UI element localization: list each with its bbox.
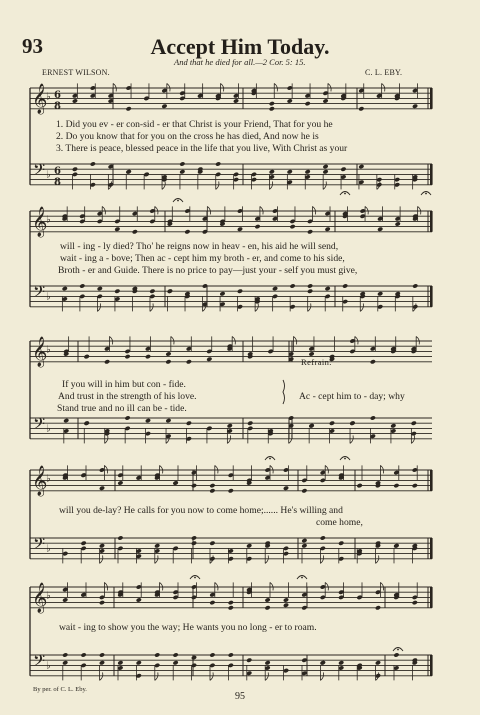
note-flag bbox=[167, 83, 170, 91]
note-flag bbox=[274, 83, 277, 91]
note-flag bbox=[418, 206, 421, 214]
note-head bbox=[228, 605, 234, 610]
note-head bbox=[338, 660, 344, 665]
note-flag bbox=[270, 582, 273, 590]
note-flag bbox=[416, 336, 419, 344]
note-head bbox=[395, 221, 401, 226]
note-head bbox=[307, 229, 313, 234]
note-head bbox=[173, 652, 179, 657]
lyric-brace bbox=[283, 380, 285, 404]
note-head bbox=[154, 652, 160, 657]
note-flag bbox=[215, 582, 218, 590]
fermata-dot bbox=[397, 649, 399, 651]
bass-clef: 𝄢 bbox=[33, 415, 46, 437]
note-flag bbox=[265, 555, 268, 563]
fermata-dot bbox=[269, 458, 271, 460]
time-signature: 8 bbox=[54, 176, 61, 188]
note-head bbox=[63, 418, 69, 423]
refrain-subline: come home, bbox=[316, 517, 363, 528]
note-head bbox=[358, 106, 364, 111]
note-head bbox=[265, 597, 271, 602]
author-credit: ERNEST WILSON. bbox=[42, 68, 110, 77]
note-head bbox=[340, 167, 346, 172]
final-barline bbox=[430, 286, 433, 307]
note-flag bbox=[160, 465, 163, 473]
note-flag bbox=[210, 672, 213, 680]
note-head bbox=[377, 227, 383, 232]
bass-clef: 𝄢 bbox=[33, 535, 46, 557]
note-flag bbox=[255, 303, 258, 311]
time-signature: 8 bbox=[54, 100, 61, 112]
fermata-dot bbox=[425, 193, 427, 195]
note-head bbox=[307, 289, 313, 294]
note-flag bbox=[171, 336, 174, 344]
note-head bbox=[375, 605, 381, 610]
note-head bbox=[289, 224, 295, 229]
note-head bbox=[179, 169, 185, 174]
key-flat: ♭ bbox=[46, 291, 51, 303]
note-flag bbox=[380, 582, 383, 590]
note-head bbox=[301, 543, 307, 548]
note-head bbox=[62, 652, 68, 657]
note-flag bbox=[323, 181, 326, 189]
note-head bbox=[145, 418, 151, 423]
key-flat: ♭ bbox=[46, 91, 51, 103]
fermata-dot bbox=[344, 193, 346, 195]
note-flag bbox=[411, 435, 414, 443]
final-barline bbox=[430, 88, 433, 109]
note-head bbox=[165, 418, 171, 423]
note-head bbox=[322, 169, 328, 174]
note-head bbox=[173, 660, 179, 665]
final-barline bbox=[430, 655, 433, 676]
verse-line: will - ing - ly died? Tho' he reigns now in heav - en, his aid he will send, bbox=[60, 241, 339, 252]
final-barline bbox=[430, 470, 433, 491]
note-head bbox=[377, 291, 383, 296]
note-head bbox=[72, 167, 78, 172]
note-head bbox=[99, 543, 105, 548]
fermata-dot bbox=[301, 577, 303, 579]
bass-clef: 𝄢 bbox=[33, 161, 46, 183]
note-head bbox=[99, 486, 105, 491]
note-flag bbox=[382, 83, 385, 91]
note-head bbox=[219, 291, 225, 296]
note-head bbox=[305, 169, 311, 174]
final-barline bbox=[430, 538, 433, 559]
note-head bbox=[301, 538, 307, 543]
note-flag bbox=[162, 181, 165, 189]
note-head bbox=[342, 283, 348, 288]
note-head bbox=[357, 483, 363, 488]
note-head bbox=[104, 359, 110, 364]
note-flag bbox=[97, 303, 100, 311]
note-head bbox=[114, 227, 120, 232]
note-head bbox=[246, 543, 252, 548]
hymn-number: 93 bbox=[22, 34, 43, 58]
key-flat: ♭ bbox=[46, 169, 51, 181]
note-head bbox=[390, 423, 396, 428]
note-flag bbox=[102, 206, 105, 214]
refrain-line: Ac - cept him to - day; why bbox=[299, 391, 405, 402]
note-head bbox=[228, 652, 234, 657]
note-head bbox=[132, 229, 138, 234]
bass-clef: 𝄢 bbox=[33, 652, 46, 674]
note-head bbox=[84, 354, 90, 359]
note-head bbox=[283, 603, 289, 608]
fermata-dot bbox=[177, 200, 179, 202]
note-head bbox=[287, 98, 293, 103]
note-head bbox=[233, 98, 239, 103]
note-head bbox=[325, 286, 331, 291]
note-head bbox=[269, 169, 275, 174]
treble-clef: 𝄞 bbox=[32, 207, 48, 237]
note-head bbox=[269, 101, 275, 106]
note-head bbox=[79, 283, 85, 288]
final-barline bbox=[430, 164, 433, 185]
note-head bbox=[228, 488, 234, 493]
note-head bbox=[412, 483, 418, 488]
note-head bbox=[308, 351, 314, 356]
verse-line: 3. There is peace, blessed peace in the life that you live, With Christ as your bbox=[56, 143, 348, 154]
note-flag bbox=[320, 672, 323, 680]
note-head bbox=[209, 600, 215, 605]
note-flag bbox=[104, 582, 107, 590]
note-head bbox=[209, 483, 215, 488]
note-flag bbox=[215, 465, 218, 473]
note-head bbox=[265, 660, 271, 665]
composer-credit: C. L. EBY. bbox=[365, 68, 403, 77]
note-head bbox=[375, 660, 381, 665]
note-head bbox=[237, 227, 243, 232]
note-head bbox=[126, 169, 132, 174]
note-head bbox=[412, 600, 418, 605]
key-flat: ♭ bbox=[46, 214, 51, 226]
note-flag bbox=[155, 206, 158, 214]
note-flag bbox=[350, 435, 353, 443]
note-head bbox=[154, 543, 160, 548]
key-flat: ♭ bbox=[46, 473, 51, 485]
note-head bbox=[126, 106, 132, 111]
note-head bbox=[81, 541, 87, 546]
note-flag bbox=[155, 555, 158, 563]
note-head bbox=[145, 354, 151, 359]
note-flag bbox=[105, 435, 108, 443]
note-head bbox=[206, 357, 212, 362]
note-head bbox=[209, 652, 215, 657]
note-flag bbox=[110, 336, 113, 344]
note-head bbox=[209, 541, 215, 546]
note-flag bbox=[265, 672, 268, 680]
note-head bbox=[117, 535, 123, 540]
note-head bbox=[84, 421, 90, 426]
note-flag bbox=[221, 83, 224, 91]
verse-line: 2. Do you know that for you on the cross he has died, And now he is bbox=[56, 131, 319, 142]
hymn-title: Accept Him Today. bbox=[150, 34, 330, 59]
note-head bbox=[320, 535, 326, 540]
note-flag bbox=[355, 336, 358, 344]
note-head bbox=[283, 597, 289, 602]
page-number: 95 bbox=[235, 691, 245, 702]
note-flag bbox=[260, 206, 263, 214]
note-flag bbox=[227, 435, 230, 443]
note-flag bbox=[155, 672, 158, 680]
note-head bbox=[62, 660, 68, 665]
verse-line: Broth - er and Guide. There is no price to pay—just your - self you must give, bbox=[58, 265, 358, 276]
key-flat: ♭ bbox=[46, 423, 51, 435]
note-head bbox=[114, 289, 120, 294]
note-head bbox=[124, 415, 130, 420]
note-head bbox=[62, 286, 68, 291]
key-flat: ♭ bbox=[46, 590, 51, 602]
note-head bbox=[81, 652, 87, 657]
note-head bbox=[136, 660, 142, 665]
refrain-line: wait - ing to show you the way; He wants you no long - er to roam. bbox=[59, 622, 317, 633]
note-head bbox=[228, 600, 234, 605]
note-head bbox=[322, 98, 328, 103]
refrain-label: Refrain. bbox=[301, 357, 332, 367]
note-head bbox=[237, 289, 243, 294]
note-head bbox=[161, 104, 167, 109]
footer-credit: By per. of C. L. Eby. bbox=[33, 686, 87, 693]
note-head bbox=[117, 660, 123, 665]
note-head bbox=[191, 655, 197, 660]
note-head bbox=[370, 415, 376, 420]
note-head bbox=[62, 597, 68, 602]
note-head bbox=[191, 483, 197, 488]
note-head bbox=[186, 421, 192, 426]
note-head bbox=[320, 660, 326, 665]
note-head bbox=[247, 421, 253, 426]
note-head bbox=[99, 660, 105, 665]
note-flag bbox=[216, 181, 219, 189]
epigraph: And that he died for all.—2 Cor. 5: 15. bbox=[174, 57, 306, 67]
note-head bbox=[173, 480, 179, 485]
verse-line: If you will in him but con - fide. bbox=[62, 379, 186, 390]
bass-clef: 𝄢 bbox=[33, 283, 46, 305]
treble-clef: 𝄞 bbox=[32, 337, 48, 367]
note-flag bbox=[360, 303, 363, 311]
note-head bbox=[99, 600, 105, 605]
key-flat: ♭ bbox=[46, 543, 51, 555]
note-head bbox=[184, 229, 190, 234]
fermata-dot bbox=[344, 458, 346, 460]
note-head bbox=[209, 488, 215, 493]
note-head bbox=[411, 421, 417, 426]
note-head bbox=[191, 541, 197, 546]
note-head bbox=[307, 283, 313, 288]
note-head bbox=[99, 652, 105, 657]
final-barline bbox=[430, 211, 433, 232]
verse-line: Stand true and no ill can be - tide. bbox=[57, 403, 187, 414]
note-head bbox=[265, 605, 271, 610]
note-flag bbox=[328, 83, 331, 91]
final-barline bbox=[430, 587, 433, 608]
note-head bbox=[287, 169, 293, 174]
time-signature: 6 bbox=[54, 89, 61, 101]
note-flag bbox=[294, 336, 297, 344]
note-head bbox=[289, 283, 295, 288]
verse-line: And trust in the strength of his love. bbox=[58, 391, 197, 402]
note-flag bbox=[325, 465, 328, 473]
note-head bbox=[227, 423, 233, 428]
note-head bbox=[325, 227, 331, 232]
note-head bbox=[301, 488, 307, 493]
note-flag bbox=[325, 582, 328, 590]
note-flag bbox=[312, 206, 315, 214]
key-flat: ♭ bbox=[46, 660, 51, 672]
note-head bbox=[117, 480, 123, 485]
note-head bbox=[254, 224, 260, 229]
note-head bbox=[358, 164, 364, 169]
note-head bbox=[338, 541, 344, 546]
note-flag bbox=[113, 83, 116, 91]
note-flag bbox=[308, 303, 311, 311]
note-flag bbox=[150, 303, 153, 311]
note-head bbox=[329, 421, 335, 426]
note-head bbox=[124, 354, 130, 359]
treble-clef: 𝄞 bbox=[32, 84, 48, 114]
note-head bbox=[305, 101, 311, 106]
key-flat: ♭ bbox=[46, 344, 51, 356]
fermata-dot bbox=[194, 577, 196, 579]
note-head bbox=[283, 486, 289, 491]
note-head bbox=[412, 104, 418, 109]
note-flag bbox=[376, 555, 379, 563]
note-head bbox=[393, 543, 399, 548]
note-head bbox=[186, 359, 192, 364]
note-head bbox=[149, 289, 155, 294]
note-head bbox=[90, 161, 96, 166]
note-flag bbox=[270, 465, 273, 473]
note-flag bbox=[380, 465, 383, 473]
note-head bbox=[322, 164, 328, 169]
note-flag bbox=[365, 206, 368, 214]
time-signature: 6 bbox=[54, 165, 61, 177]
note-head bbox=[191, 535, 197, 540]
note-flag bbox=[207, 206, 210, 214]
note-head bbox=[370, 359, 376, 364]
note-head bbox=[167, 289, 173, 294]
note-flag bbox=[100, 672, 103, 680]
refrain-line: will you de-lay? He calls for you now to come home;...... He's willing and bbox=[59, 505, 343, 516]
note-head bbox=[97, 286, 103, 291]
note-head bbox=[246, 658, 252, 663]
note-head bbox=[165, 359, 171, 364]
treble-clef: 𝄞 bbox=[32, 466, 48, 496]
note-flag bbox=[100, 555, 103, 563]
note-head bbox=[165, 351, 171, 356]
treble-clef: 𝄞 bbox=[32, 583, 48, 613]
verse-line: 1. Did you ev - er con-sid - er that Christ is your Friend, That for you he bbox=[56, 119, 333, 130]
note-head bbox=[412, 283, 418, 288]
note-head bbox=[272, 286, 278, 291]
note-head bbox=[269, 106, 275, 111]
note-flag bbox=[269, 181, 272, 189]
note-flag bbox=[232, 336, 235, 344]
note-flag bbox=[320, 555, 323, 563]
verse-line: wait - ing a - bove; Then ac - cept him my broth - er, and come to his side, bbox=[60, 253, 345, 264]
note-head bbox=[136, 597, 142, 602]
note-head bbox=[179, 161, 185, 166]
note-head bbox=[308, 423, 314, 428]
note-head bbox=[215, 161, 221, 166]
note-head bbox=[393, 483, 399, 488]
note-head bbox=[349, 421, 355, 426]
note-flag bbox=[104, 465, 107, 473]
note-flag bbox=[160, 582, 163, 590]
note-head bbox=[393, 652, 399, 657]
note-head bbox=[72, 98, 78, 103]
